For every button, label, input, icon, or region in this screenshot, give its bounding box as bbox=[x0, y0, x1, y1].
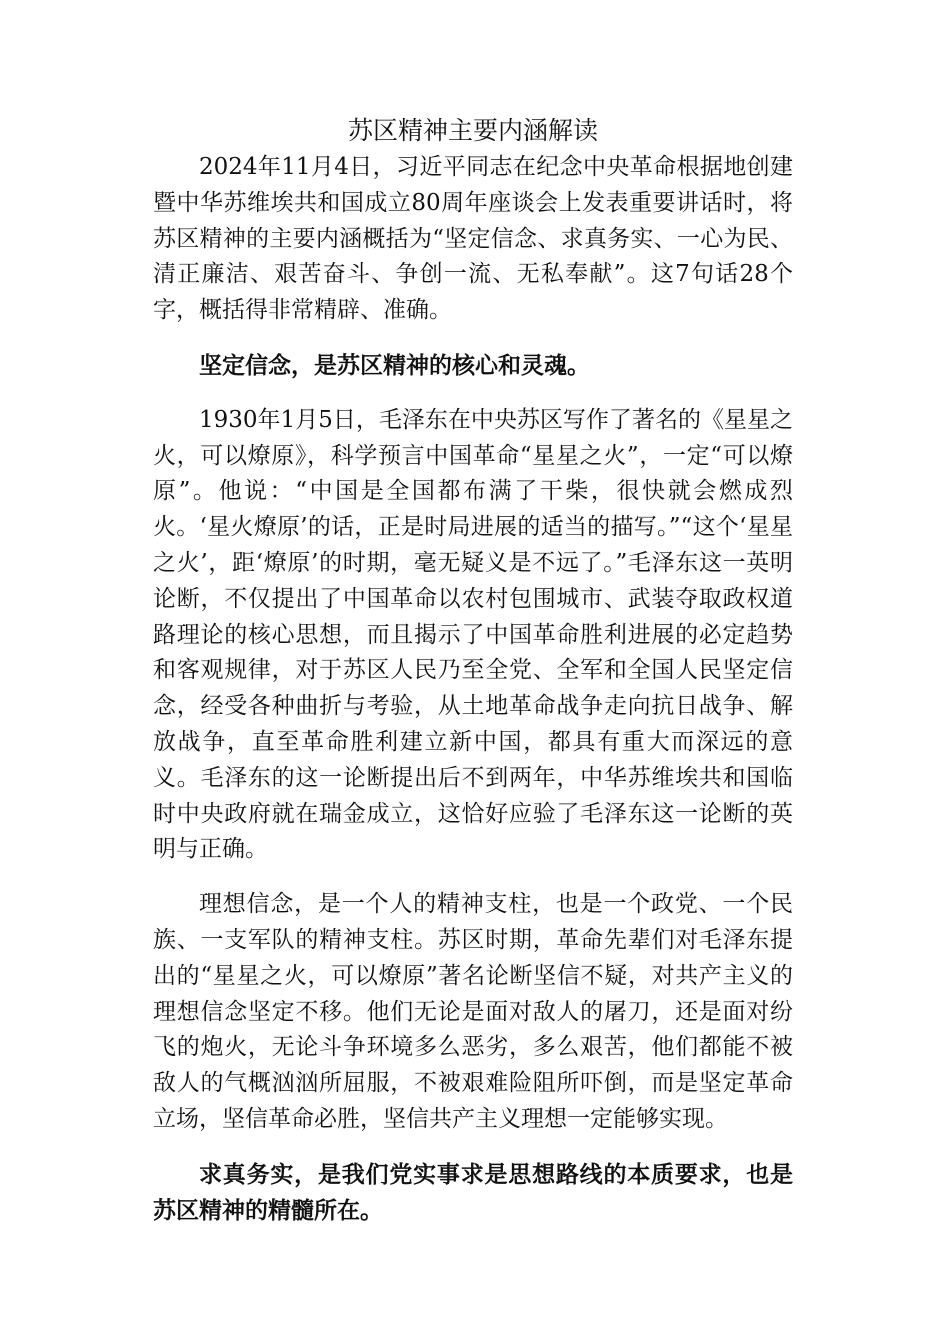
section-heading-firm-belief: 坚定信念，是苏区精神的核心和灵魂。 bbox=[199, 351, 590, 379]
document-body bbox=[153, 112, 793, 1228]
document-title: 苏区精神主要内涵解读 bbox=[347, 116, 598, 145]
body-paragraph-spark: 1930年1月5日，毛泽东在中央苏区写作了著名的《星星之火，可以燎原》，科学预言中国革命“星星之火”，一定“可以燎原”。他说：“中国是全国都布满了干柴，很快就会燃成烈火。‘星火燎原’的话，正是时局进展的适当的描写。”“这个‘星星之火’，距‘燎原’的时期，毫无疑义是不远了。”毛泽东这一英明论断，不仅提出了中国革命以农村包围城市、武装夺取政权道路理论的核心思想，而且揭示了中国革命胜利进展的必定趋势和客观规律，对于苏区人民乃至全党、全军和全国人民坚定信念，经受各种曲折与考验，从土地革命战争走向抗日战争、解放战争，直至革命胜利建立新中国，都具有重大而深远的意义。毛泽东的这一论断提出后不到两年，中华苏维埃共和国临时中央政府就在瑞金成立，这恰好应验了毛泽东这一论断的英明与正确。 bbox=[153, 406, 793, 863]
intro-paragraph: 2024年11月4日，习近平同志在纪念中央革命根据地创建暨中华苏维埃共和国成立80周年座谈会上发表重要讲话时，将苏区精神的主要内涵概括为“坚定信念、求真务实、一心为民、清正廉洁、艰苦奋斗、争创一流、无私奉献”。这7句话28个字，概括得非常精辟、准确。 bbox=[153, 154, 793, 324]
section-heading-seeking-truth: 求真务实，是我们党实事求是思想路线的本质要求，也是苏区精神的精髓所在。 bbox=[153, 1160, 793, 1224]
body-paragraph-ideals: 理想信念，是一个人的精神支柱，也是一个政党、一个民族、一支军队的精神支柱。苏区时期，革命先辈们对毛泽东提出的“星星之火，可以燎原”著名论断坚信不疑，对共产主义的理想信念坚定不移。他们无论是面对敌人的屠刀，还是面对纷飞的炮火，无论斗争环境多么恶劣，多么艰苦，他们都能不被敌人的气概汹汹所屈服，不被艰难险阻所吓倒，而是坚定革命立场，坚信革命必胜，坚信共产主义理想一定能够实现。 bbox=[153, 891, 793, 1132]
